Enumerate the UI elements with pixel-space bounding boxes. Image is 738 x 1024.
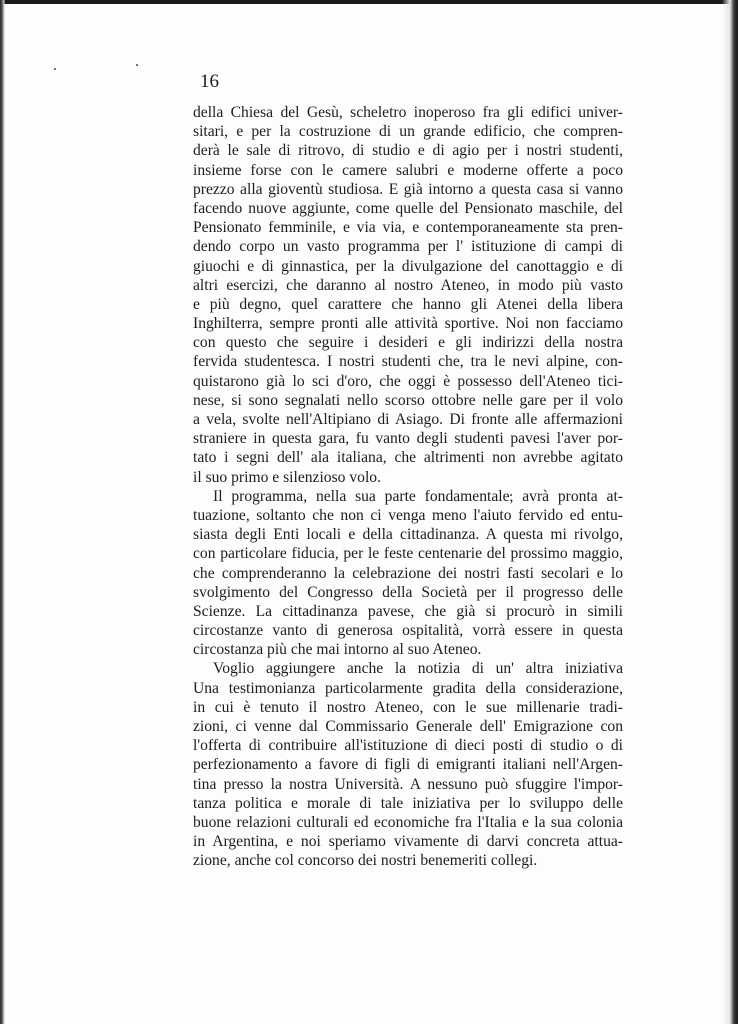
- text-line: Voglio aggiungere anche la notizia di un' altra iniziativa: [213, 660, 623, 678]
- scan-speck: [136, 64, 138, 66]
- text-line: nese, si sono segnalati nello scorso ottobre nelle gare per il volo: [193, 391, 623, 409]
- text-line: Una testimonianza particolarmente gradita della considerazione,: [193, 679, 623, 697]
- text-line: giuochi e di ginnastica, per la divulgazione del canottaggio e di: [193, 257, 623, 275]
- text-line: straniere in questa gara, fu vanto degli studenti pavesi l'aver por-: [193, 430, 623, 448]
- text-line: fervida studentesca. I nostri studenti che, tra le nevi alpine, con-: [193, 353, 623, 371]
- text-line: buone relazioni culturali ed economiche fra l'Italia e la sua colonia: [193, 813, 623, 831]
- scan-right-edge: [722, 0, 738, 1024]
- text-line: tuazione, soltanto che non ci venga meno l'aiuto fervido ed entu-: [193, 506, 623, 524]
- text-line: in Argentina, e noi speriamo vivamente di darvi concreta attua-: [193, 833, 623, 851]
- text-line: Inghilterra, sempre pronti alle attività sportive. Noi non facciamo: [193, 315, 623, 333]
- text-line: e più degno, quel carattere che hanno gli Atenei della libera: [193, 295, 623, 313]
- text-line: perfezionamento a favore di figli di emigranti italiani nell'Argen-: [193, 756, 623, 774]
- scan-left-edge: [0, 0, 5, 1024]
- text-line: il suo primo e silenzioso volo.: [193, 468, 381, 486]
- text-line: quistarono già lo sci d'oro, che oggi è possesso dell'Ateneo tici-: [193, 372, 623, 390]
- text-line: zioni, ci venne dal Commissario Generale dell' Emigrazione con: [193, 718, 623, 735]
- page-number: 16: [200, 71, 219, 92]
- text-line: circostanza più che mai intorno al suo Ateneo.: [193, 641, 482, 659]
- text-line: svolgimento del Congresso della Società per il progresso delle: [193, 583, 623, 601]
- text-line: che comprenderanno la celebrazione dei nostri fasti secolari e lo: [193, 564, 623, 582]
- text-line: siasta degli Enti locali e della cittadinanza. A questa mi rivolgo,: [193, 526, 623, 544]
- text-line: derà le sale di ritrovo, di studio e di agio per i nostri studenti,: [193, 142, 623, 160]
- text-line: tato i segni dell' ala italiana, che altrimenti non avrebbe agitato: [193, 449, 623, 467]
- text-line: altri esercizi, che daranno al nostro Ateneo, in modo più vasto: [193, 276, 623, 294]
- text-line: della Chiesa del Gesù, scheletro inoperoso fra gli edifici univer-: [193, 104, 623, 121]
- text-line: in cui è tenuto il nostro Ateneo, con le sue millenarie tradi-: [193, 698, 623, 716]
- text-line: circostanze vanto di generosa ospitalità, vorrà essere in questa: [193, 622, 623, 640]
- text-line: Il programma, nella sua parte fondamentale, avrà pronta at-: [213, 487, 623, 505]
- text-line: tina presso la nostra Università. A nessuno può sfuggire l'impor-: [193, 775, 623, 793]
- scan-speck: [54, 68, 56, 70]
- scan-top-border: [0, 0, 738, 4]
- text-line: dendo corpo un vasto programma per l' istituzione di campi di: [193, 238, 623, 256]
- text-line: insieme forse con le camere salubri e moderne offerte a poco: [193, 161, 623, 179]
- text-line: a vela, svolte nell'Altipiano di Asiago. Di fronte alle affermazioni: [193, 411, 623, 428]
- text-line: prezzo alla gioventù studiosa. E già intorno a questa casa si vanno: [193, 180, 623, 198]
- text-line: Scienze. La cittadinanza pavese, che già si procurò in simili: [193, 602, 623, 620]
- body-text: [193, 103, 623, 871]
- text-line: l'offerta di contribuire all'istituzione di dieci posti di studio o di: [193, 737, 623, 755]
- text-line: con questo che seguire i desideri e gli indirizzi della nostra: [193, 334, 623, 352]
- text-line: facendo nuove aggiunte, come quelle del Pensionato maschile, del: [193, 199, 623, 217]
- text-line: con particolare fiducia, per le feste centenarie del prossimo maggio,: [193, 545, 623, 563]
- text-line: zione, anche col concorso dei nostri benemeriti collegi.: [193, 852, 538, 870]
- text-line: Pensionato femminile, e via via, e contemporaneamente sta pren-: [193, 219, 623, 237]
- text-line: sitari, e per la costruzione di un grande edificio, che compren-: [193, 123, 623, 141]
- text-line: tanza politica e morale di tale iniziativa per lo sviluppo delle: [193, 794, 623, 812]
